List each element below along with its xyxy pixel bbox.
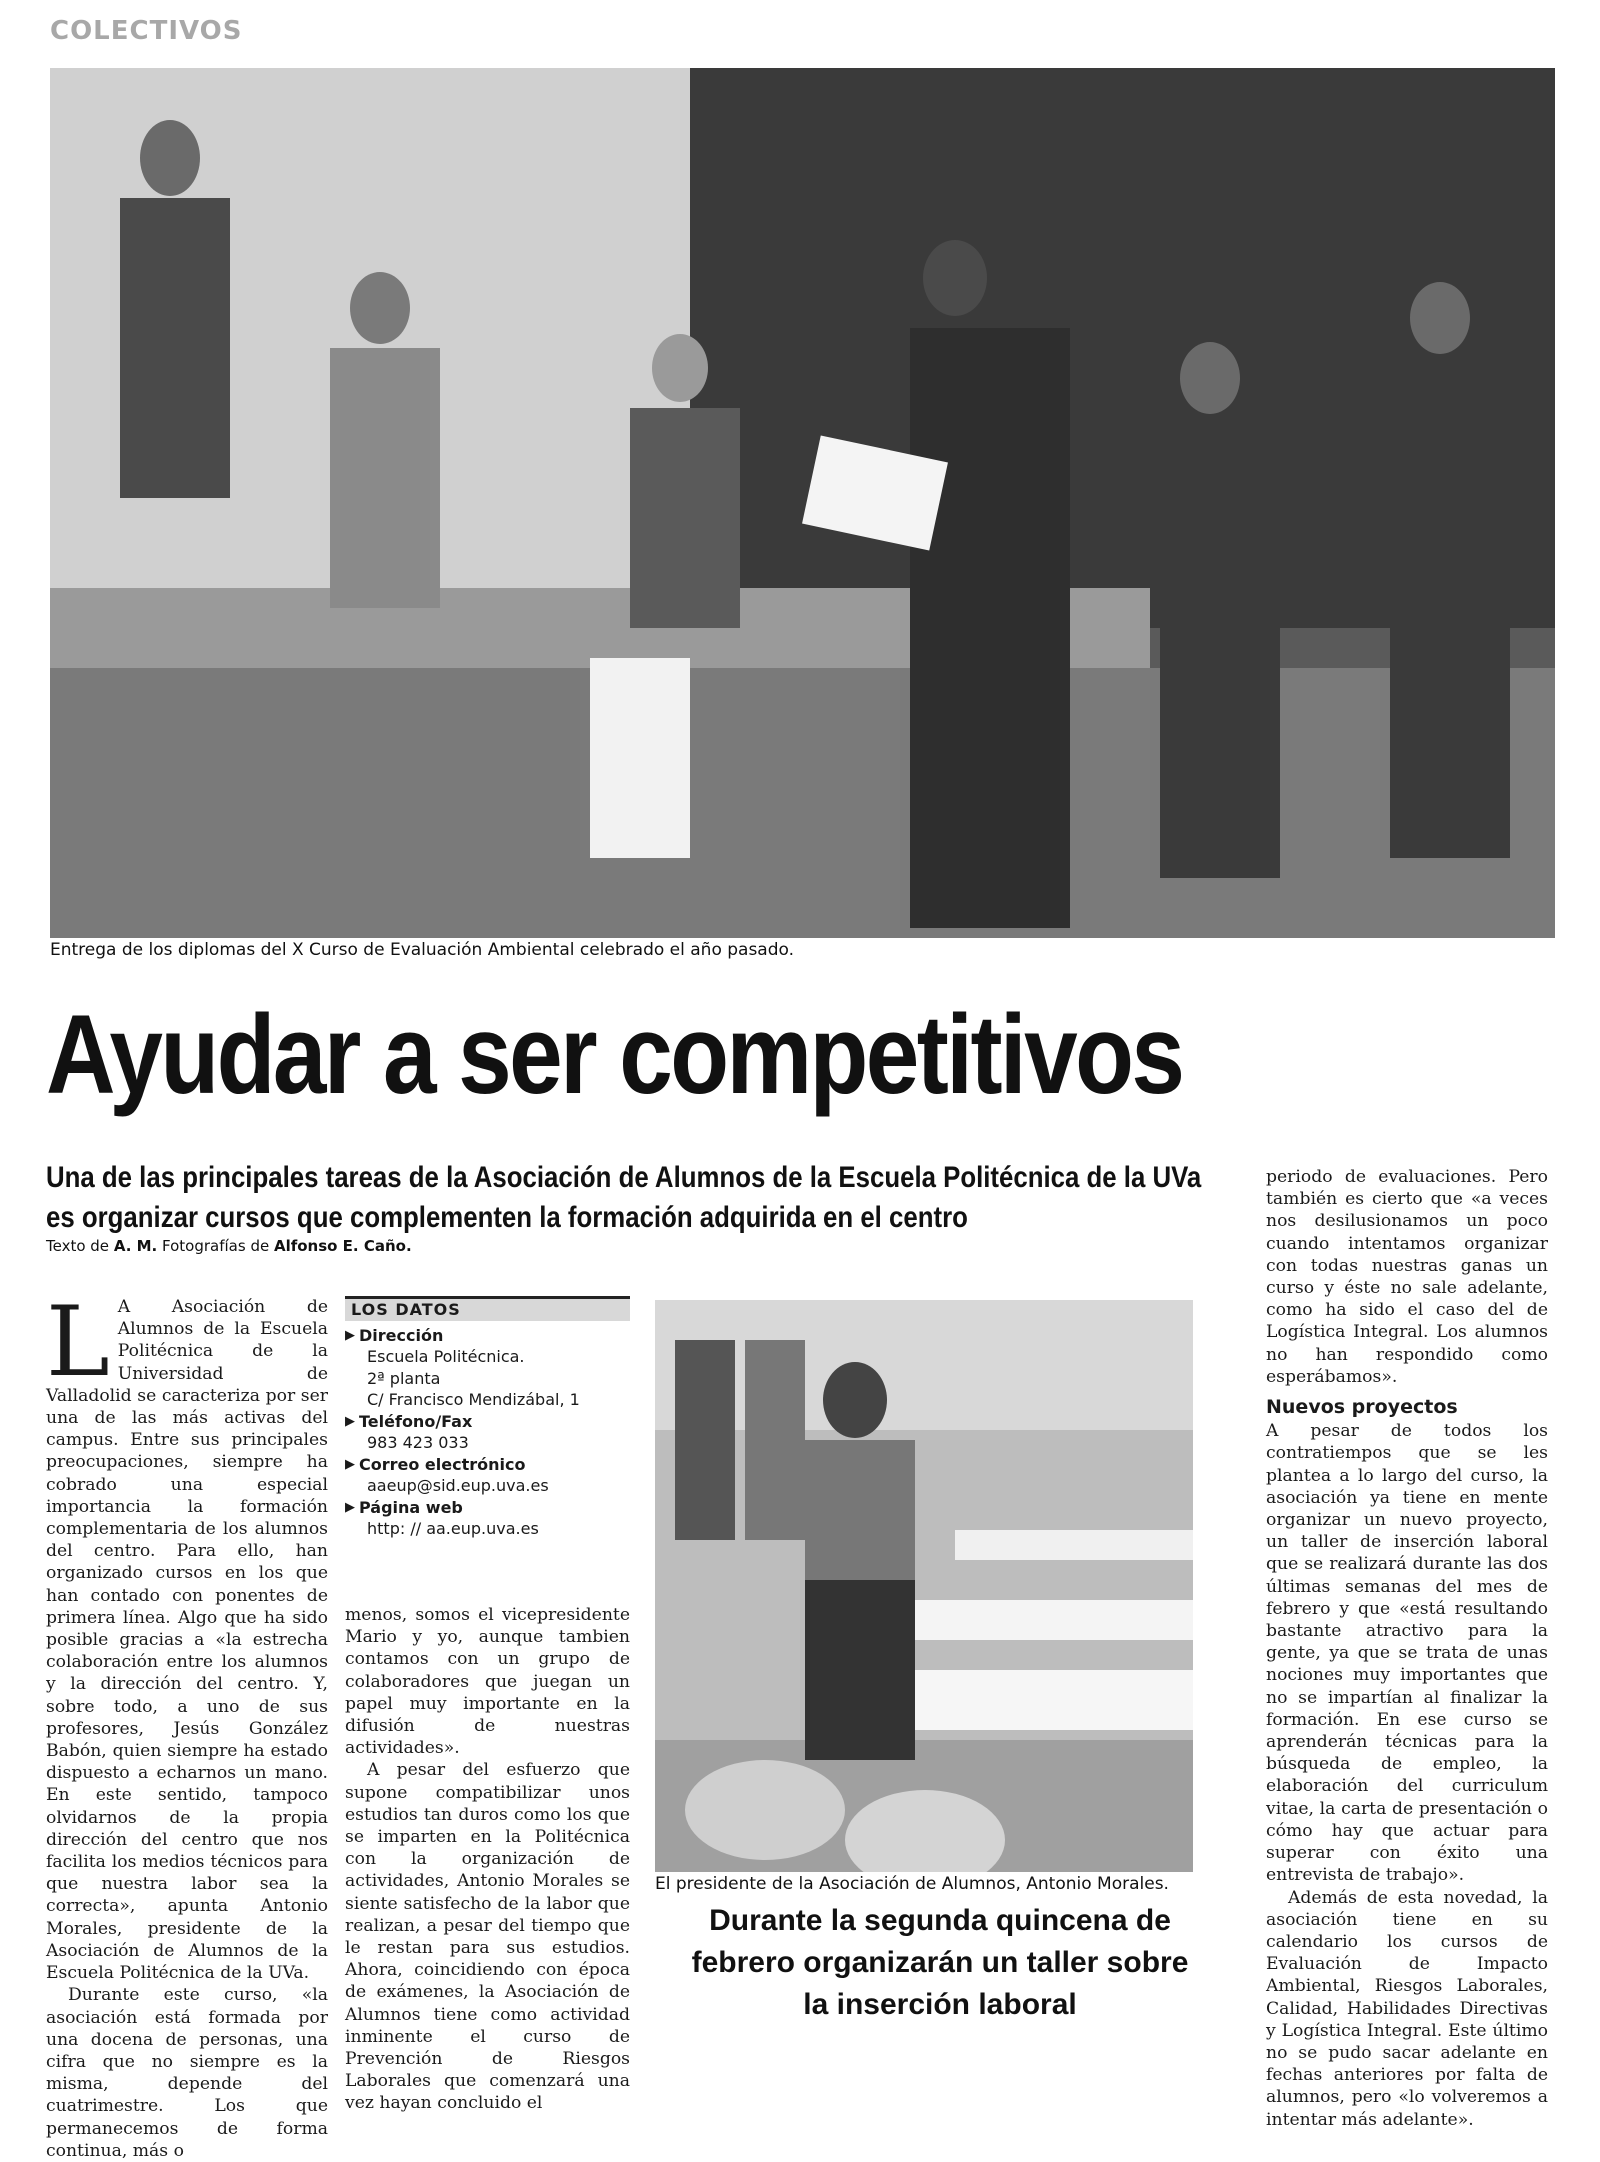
pull-quote: Durante la segunda quincena de febrero organizarán un taller sobre la inserción laboral [691, 1904, 1189, 2021]
president-photo [655, 1300, 1193, 1872]
president-photo-image [655, 1300, 1193, 1872]
subhead: Una de las principales tareas de la Asociación de Alumnos de la Escuela Politécnica de la UVa es organizar cursos que complementen la formación adquirida en el centro [46, 1161, 1202, 1234]
top-photo-caption: Entrega de los diplomas del X Curso de Evaluación Ambiental celebrado el año pasado. [50, 940, 795, 960]
credits-prefix: Texto de [46, 1237, 114, 1255]
col1-paragraph-2: Durante este curso, «la asociación está formada por una docena de personas, una cifra que no siempre es la misma, depende del cuatrimestre. Los que permanecemos de forma continua, más o [46, 1985, 328, 2161]
triangle-bullet-icon: ▶ [345, 1413, 355, 1429]
top-photo [50, 68, 1555, 938]
datos-value: C/ Francisco Mendizábal, 1 [367, 1390, 580, 1409]
datos-label: Correo electrónico [359, 1454, 526, 1474]
col4-paragraph-3: Además de esta novedad, la asociación tiene en su calendario los cursos de Evaluación de Impacto Ambiental, Riesgos Laborales, Calidad, Habilidades Directivas y Logística Integral. Este último no se pudo sacar adelante en fechas anteriores por falta de alumnos, pero «lo volveremos a intentar más adelante». [1266, 1887, 1548, 2130]
datos-item-correo [345, 1454, 630, 1497]
top-photo-image [50, 68, 1555, 938]
col1-paragraph-1 [46, 1286, 328, 1984]
datos-value: 983 423 033 [367, 1433, 469, 1452]
datos-item-direccion [345, 1325, 630, 1411]
los-datos-box [345, 1296, 630, 1540]
president-photo-caption: El presidente de la Asociación de Alumnos, Antonio Morales. [655, 1874, 1169, 1894]
section-subtitle: Nuevos proyectos [1266, 1396, 1458, 1419]
datos-value: 2ª planta [367, 1368, 441, 1388]
credits-photographer: Alfonso E. Caño. [273, 1237, 412, 1255]
triangle-bullet-icon: ▶ [345, 1327, 355, 1343]
column-2 [345, 1604, 630, 2115]
los-datos-title: LOS DATOS [345, 1296, 630, 1321]
datos-label: Teléfono/Fax [359, 1411, 473, 1431]
col1-p1-text: A Asociación de Alumnos de la Escuela Politécnica de la Universidad de Valladolid se caracteriza por ser una de las más activas del campus. Entre sus principales preocupaciones, siempre ha cobrado una especial importancia la formación complementaria de los alumnos del centro. Para ello, han organizado cursos en los que han contado con ponentes de primera línea. Algo que ha sido posible gracias a «la estrecha colaboración entre los alumnos y la dirección del centro. Y, sobre todo, a uno de sus profesores, Jesús González Babón, quien siempre ha estado dispuesto a echarnos un mano. En este sentido, tampoco olvidarnos de la propia dirección del centro que nos facilita los medios técnicos para que nuestra labor sea la correcta», apunta Antonio Morales, presidente de la Asociación de Alumnos de la Escuela Politécnica de la UVa. [46, 1297, 328, 1984]
datos-item-web [345, 1497, 630, 1540]
col4-paragraph-1: periodo de evaluaciones. Pero también es cierto que «a veces nos desilusionamos un poco cuando intentamos organizar con todas nuestras ganas un curso y éste no sale adelante, como ha sido el caso del de Logística Integral. Los alumnos no han respondido como esperábamos». [1266, 1167, 1548, 1387]
credits-author: A. M. [113, 1237, 158, 1255]
datos-value: http: // aa.eup.uva.es [367, 1519, 539, 1538]
datos-value: Escuela Politécnica. [367, 1347, 525, 1366]
col2-paragraph-1: menos, somos el vicepresidente Mario y yo, aunque tambien contamos con un grupo de colaboradores que juegan un papel muy importante en la difusión de nuestras actividades». [345, 1605, 630, 1759]
col2-paragraph-2: A pesar del esfuerzo que supone compatibilizar unos estudios tan duros como los que se imparten en la Politécnica con la organización de actividades, Antonio Morales se siente satisfecho de la labor que realizan, a pesar del tiempo que le restan para sus estudios. Ahora, coincidiendo con época de exámenes, la Asociación de Alumnos tiene como actividad inminente el curso de Prevención de Riesgos Laborales que comenzará una vez hayan concluido el [345, 1760, 630, 2114]
headline: Ayudar a ser competitivos [46, 992, 1183, 1117]
triangle-bullet-icon: ▶ [345, 1499, 355, 1515]
datos-label: Dirección [359, 1325, 444, 1345]
datos-item-telefono [345, 1411, 630, 1454]
section-label: COLECTIVOS [50, 16, 243, 46]
dropcap: L [46, 1286, 110, 1398]
column-1 [46, 1286, 328, 2162]
credits-middle: Fotografías de [157, 1237, 274, 1255]
datos-value: aaeup@sid.eup.uva.es [367, 1476, 549, 1495]
datos-label: Página web [359, 1497, 463, 1517]
credits [46, 1237, 412, 1255]
triangle-bullet-icon: ▶ [345, 1456, 355, 1472]
col4-paragraph-2: A pesar de todos los contratiempos que se les plantea a lo largo del curso, la asociación ya tiene en mente organizar un nuevo proyecto, un taller de inserción laboral que se realizará durante las dos últimas semanas del mes de febrero y que «está resultando bastante atractivo para la gente, ya que se trata de unas nociones muy importantes que no se impartían al finalizar la formación. En ese curso se aprenderán técnicas para la búsqueda de empleo, la elaboración del curriculum vitae, la carta de presentación o cómo hay que actuar para superar con éxito una entrevista de trabajo». [1266, 1421, 1548, 1886]
column-4 [1266, 1166, 1548, 2131]
